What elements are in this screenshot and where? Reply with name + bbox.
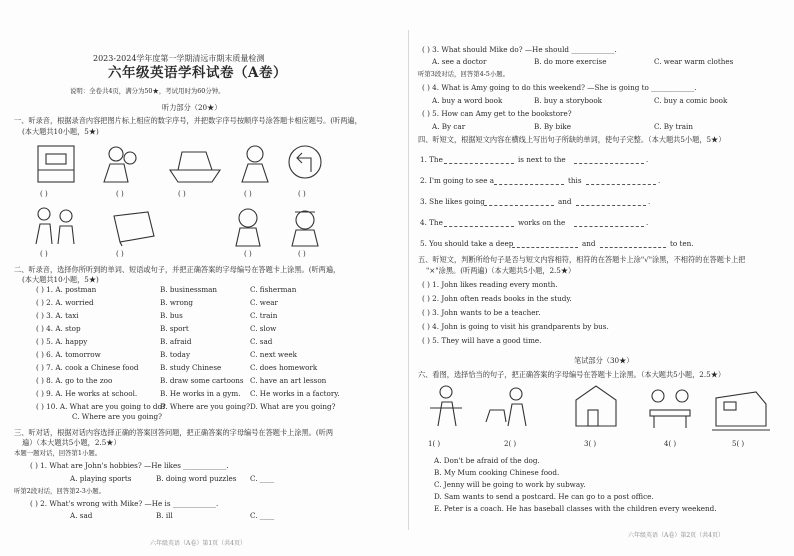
section3-title: 三、听对话，根据对话内容选择正确的答案回答问题，把正确答案的字母编号在答题卡上涂黑。(听两	[14, 428, 334, 437]
section3-q3: ( ) 3. What should Mike do? —He should ____________.	[422, 45, 617, 54]
section2-note: (本大题共10小题，5★)	[22, 275, 99, 284]
section3-q1: ( ) 1. What are John's hobbies? —He likes ____________.	[30, 461, 229, 470]
ship-icon	[170, 152, 220, 182]
section1-pictures-row1	[30, 140, 370, 188]
section3-note: 遍）（本大题共5小题，2.5★）	[22, 438, 121, 447]
section6-title: 六、看图，选择恰当的句子，把正确答案的字母编号在答题卡上涂黑。（本大题共5小题，2.5★）	[418, 370, 726, 379]
people-table-icon	[650, 390, 690, 428]
footer-right: 六年级英语（A卷）第2页（共4页）	[628, 532, 724, 539]
section3-q5: ( ) 5. How can Amy get to the bookstore?	[422, 109, 572, 118]
section1-title: 一、听录音，根据录音内容把图片标上相应的数字序号，并把数字序号按顺序号涂答题卡相应题号。(听两遍，	[14, 116, 362, 125]
exam-title: 2023-2024学年度第一学期清远市期末质量检测	[93, 54, 265, 63]
footer-left: 六年级英语（A卷）第1页（共4页）	[150, 540, 246, 547]
paper-title: 六年级英语学科试卷（A卷）	[108, 65, 287, 81]
turn-left-sign-icon	[289, 146, 321, 178]
writing-part-heading: 笔试部分（30★）	[574, 356, 634, 365]
clown-icon	[242, 146, 268, 182]
section4-title: 四、听短文，根据短文内容在横线上写出句子所缺的单词，使句子完整。（本大题共5小题，5★）	[418, 135, 726, 144]
angry-girl-icon	[236, 209, 260, 246]
train-icon	[712, 392, 770, 430]
section1-note: (本大题共10小题，5★)	[22, 127, 99, 136]
section5-note: "×"涂黑。(听两遍)（本大题共5小题，2.5★）	[426, 266, 576, 275]
section6-pictures	[426, 382, 771, 436]
section3-intro: 听第3段对话，回答第4-5小题。	[418, 70, 510, 78]
left-column: 2023-2024学年度第一学期清远市期末质量检测 六年级英语学科试卷（A卷） 说明：全卷共4页，满分为50★，考试用时为60分钟。 听力部分（20★） 一、听录音，根据录音内容把图片标上相应的数字序号，并把数字序号按顺序号涂答题卡相应题号。(听两遍， (本大题共10小题，5★) ( ) ( ) ( ) ( ) ( ) ( ) ( ) ( ) ( ) 二、听录音，选择你所听到的单词、短语或句子，并把正确答案的字母编号在答题卡上涂黑。(听两遍， (本大题共10小题，5★) ( ) 1. A. postman B. businessman C. fisherman ( ) 2. A. worried B. wrong C. wear ( ) 3. A. taxi B. bus C. train ( ) 4. A. stop B. sport C. slow ( ) 5. A. happy B. afraid C. sad ( ) 6. A. tomorrow B. today C. next week ( ) 7. A. cook a Chinese food B. study Chinese C. does homework ( ) 8. A. go to the zoo B. draw some cartoons C. have an art lesson ( ) 9. A. He works at school. B. He works in a gym. C. He works in a factory. ( ) 10. A. What are you going to do? B. Where are you going? D. What are you going? C. Where are you going? 三、听对话，根据对话内容选择正确的答案回答问题，把正确答案的字母编号在答题卡上涂黑。(听两 遍）（本大题共5小题，2.5★） 本题一题对话，回答第1小题。 ( ) 1. What are John's hobbies? —He likes ____________. A. playing sports B. doing word puzzles C. ____ 听第2段对话，回答第2-3小题。 ( ) 2. What's wrong with Mike? —He is ____________. A. sad B. ill C. ____ 六年级英语（A卷）第1页（共4页）	[0, 0, 404, 556]
pilot-icon	[292, 211, 318, 246]
dog-boy-icon	[486, 388, 526, 426]
column-divider	[408, 30, 409, 530]
bank-icon	[38, 146, 74, 182]
book-icon	[114, 212, 154, 246]
section5-title: 五、听短文，判断所给句子是否与短文内容相符，相符的在答题卡上涂"√"涂黑，不相符的在答题卡上把	[418, 255, 746, 264]
walking-man-icon	[430, 386, 462, 426]
section2-extra: C. Where are you going?	[72, 412, 162, 421]
right-column: ( ) 3. What should Mike do? —He should ____________. A. see a doctor B. do more exercise C. wear warm clothes 听第3段对话，回答第4-5小题。 ( ) 4. What is Amy going to do this weekend? —She is going to ____________. A. buy a word book B. buy a storybook C. buy a comic book ( ) 5. How can Amy get to the bookstore? A. By car B. By bike C. By train 四、听短文，根据短文内容在横线上写出句子所缺的单词，使句子完整。（本大题共5小题，5★） 1. The is next to the . 2. I'm going to see a this . 3. She likes going and . 4. The works on the . 5. You should take a deep and to ten. 五、听短文，判断所给句子是否与短文内容相符，相符的在答题卡上涂"√"涂黑，不相符的在答题卡上把 "×"涂黑。(听两遍)（本大题共5小题，2.5★） ( ) 1. John likes reading every month. ( ) 2. John often reads books in the study. ( ) 3. John wants to be a teacher. ( ) 4. John is going to visit his grandparents by bus. ( ) 5. They will have a good time. 笔试部分（30★） 六、看图，选择恰当的句子，把正确答案的字母编号在答题卡上涂黑。（本大题共5小题，2.5★） 1( ) 2( ) 3( ) 4( ) 5( ) A. Don't be afraid of the dog. B. My Mum cooking Chinese food. C. Jenny will be going to work by subway. D. Sam wants to send a postcard. He can go to a post office. E. Peter is a coach. He has baseball classes with the children every weekend. 六年级英语（A卷）第2页（共4页）	[414, 0, 794, 556]
children-icon	[36, 208, 74, 244]
section3-q4: ( ) 4. What is Amy going to do this weekend? —She is going to ____________.	[422, 83, 697, 92]
section3-q2-intro: 听第2段对话，回答第2-3小题。	[14, 487, 106, 495]
house-icon	[576, 386, 616, 426]
section2-title: 二、听录音，选择你所听到的单词、短语或句子，并把正确答案的字母编号在答题卡上涂黑。(听两遍，	[14, 265, 341, 274]
doctor-patient-icon	[104, 147, 136, 182]
instructions: 说明：全卷共4页，满分为50★，考试用时为60分钟。	[70, 87, 225, 95]
section3-q2: ( ) 2. What's wrong with Mike? —He is ____________.	[30, 499, 219, 508]
section1-pictures-row2	[30, 202, 370, 250]
section3-example: 本题一题对话，回答第1小题。	[14, 449, 102, 457]
listening-part-heading: 听力部分（20★）	[162, 103, 222, 112]
